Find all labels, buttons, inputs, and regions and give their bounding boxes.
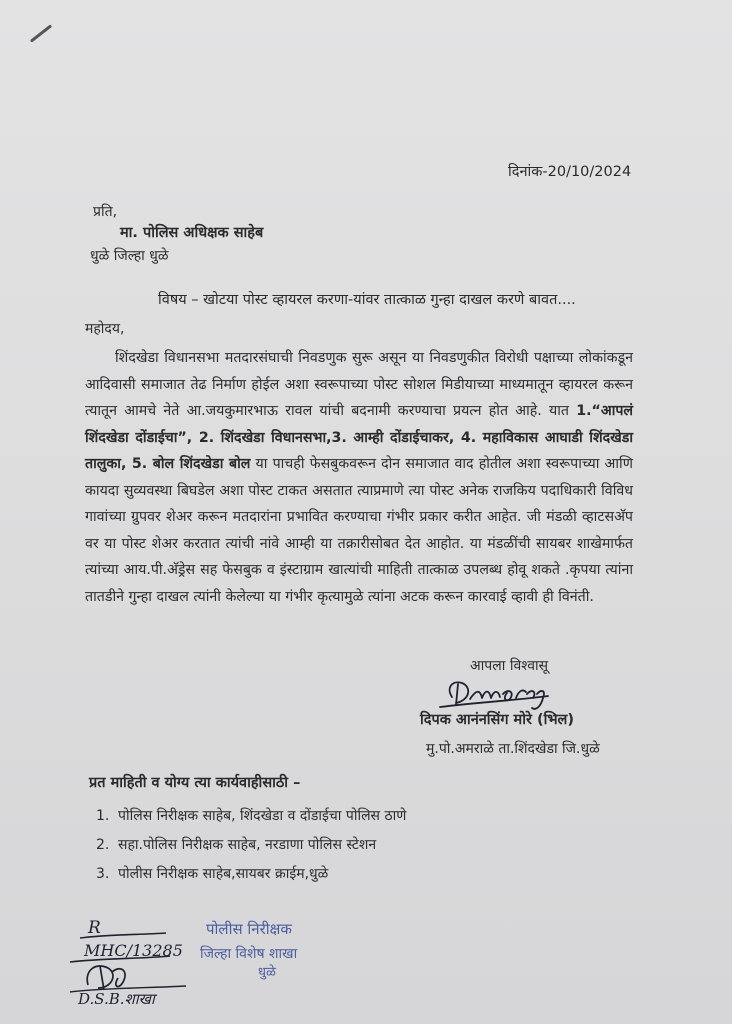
body-facebook-groups: 1.“आपलं शिंदखेडा दोंडाईचा”, 2. शिंदखेडा विधानसभा,3. आम्ही दोंडाईचाकर, 4. महाविकास आघाडी शिंदखेडा तालुका, 5. बोल शिंदखेडा बोल — [85, 403, 633, 472]
stamp-line-1: पोलीस निरीक्षक — [206, 920, 292, 938]
closing: आपला विश्वासू — [470, 658, 549, 674]
letter-subject: विषय – खोटया पोस्ट व्हायरल करणा-यांवर तात्काळ गुन्हा दाखल करणे बावत.... — [158, 292, 576, 308]
cc-item-text: पोलिस निरीक्षक साहेब, शिंदखेडा व दोंडाईचा पोलिस ठाणे — [118, 808, 407, 824]
sender-address: मु.पो.अमराळे ता.शिंदखेडा जि.धुळे — [426, 741, 600, 757]
body-request: या पाचही फेसबुकवरून दोन समाजात वाद होतील अशा स्वरूपाच्या आणि कायदा सुव्यवस्था बिघडेल अशा पोस्ट टाकत असतात त्याप्रमाणे त्या पोस्ट अनेक राजकिय पदाधिकारी विविध गावांच्या ग्रुपवर शेअर करून मतदारांना प्रभावित करण्याचा गंभीर प्रकार करीत आहेत. जी मंडळी व्हाटसअ‍ॅप वर या पोस्ट शेअर करतात त्यांची नांवे आम्ही या तक्रारीसोबत देत आहोत. या मंडळींची सायबर शाखेमार्फत त्यांच्या आय.पी.अ‍ॅड्रेस सह फेसबुक व इंस्टाग्राम खात्यांची माहिती तात्काळ उपलब्ध होवू शकते .कृपया त्यांना तातडीने गुन्हा दाखल त्यांनी केलेल्या या गंभीर कृत्यामुळे त्यांना अटक करून कारवाई व्हावी ही विनंती. — [85, 456, 633, 605]
cc-item-number: 1. — [96, 808, 110, 824]
inward-number: MHC/13285 — [84, 941, 183, 960]
cc-item-text: पोलीस निरीक्षक साहेब,सायबर क्राईम,धुळे — [118, 866, 329, 882]
stamp-line-2: जिल्हा विशेष शाखा — [200, 946, 298, 962]
stamp-line-3: धुळे — [258, 965, 276, 980]
inward-stamp — [70, 918, 186, 1008]
body-intro: शिंदखेडा विधानसभा मतदारसंघाची निवडणुक सुरू असून या निवडणुकीत विरोधी पक्षाच्या लोकांकडून आदिवासी समाजात तेढ निर्माण होईल अशा स्वरूपाच्या पोस्ट सोशल मिडीयाच्या माध्यमातून व्हायरल करून त्यातून आमचे नेते आ.जयकुमारभाऊ रावल यांची बदनामी करण्याचा प्रयत्न होत आहे. यात — [85, 350, 633, 419]
police-office-stamp — [200, 920, 298, 980]
inward-r: R — [88, 918, 101, 938]
recipient-prefix: प्रति, — [93, 204, 118, 220]
recipient-location: धुळे जिल्हा धुळे — [90, 248, 169, 264]
letter-date: दिनांक-20/10/2024 — [508, 164, 632, 180]
cc-heading: प्रत माहिती व योग्य त्या कार्यवाहीसाठी – — [89, 775, 301, 791]
cc-item-number: 2. — [96, 837, 110, 853]
handwritten-signature — [440, 682, 548, 709]
salutation: महोदय, — [85, 321, 125, 337]
recipient-title: मा. पोलिस अधिक्षक साहेब — [120, 225, 264, 241]
sender-name: दिपक आनंनसिंग मोरे (भिल) — [420, 712, 574, 728]
cc-item-number: 3. — [96, 866, 110, 882]
initials-icon — [87, 966, 125, 990]
office-note: D.S.B.शाखा — [78, 990, 155, 1008]
cc-item-text: सहा.पोलिस निरीक्षक साहेब, नरडाणा पोलिस स्टेशन — [118, 837, 377, 853]
